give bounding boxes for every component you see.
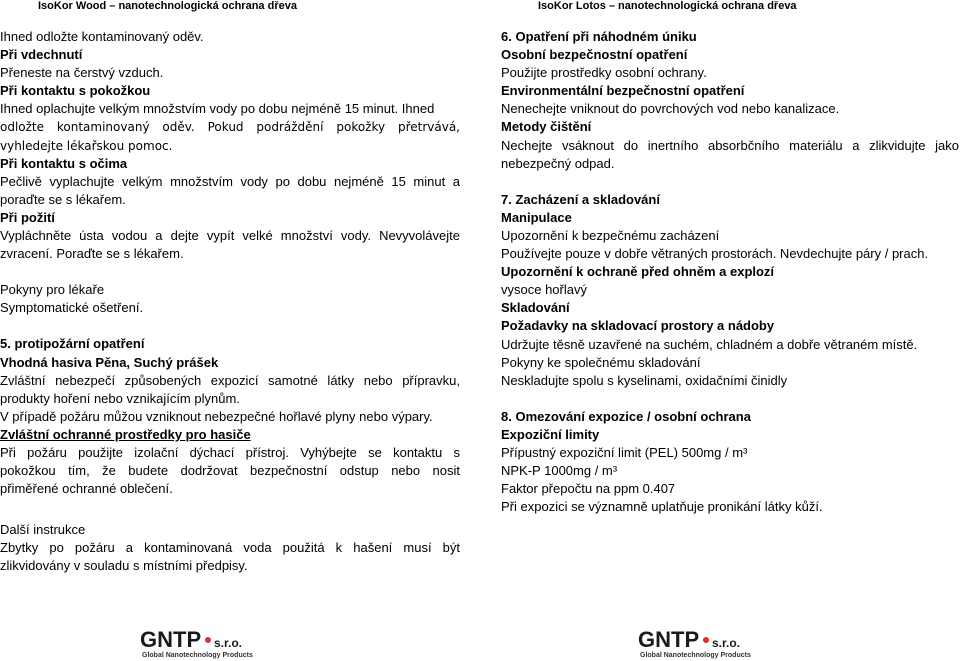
heading-environmental-precautions: Environmentální bezpečnostní opatření <box>501 83 745 99</box>
text-line: Při požáru použijte izolační dýchací přístroj. Vyhýbejte se kontaktu s <box>0 444 460 460</box>
header-left: IsoKor Wood – nanotechnologická ochrana dřeva <box>38 0 297 12</box>
heading-exposure-limits: Expoziční limity <box>501 426 600 442</box>
text-line: Faktor přepočtu na ppm 0.407 <box>501 481 676 497</box>
heading-physician-notes: Pokyny pro lékaře <box>0 282 105 298</box>
heading-eye-contact: Při kontaktu s očima <box>0 155 128 171</box>
logo-tagline: Global Nanotechnology Products <box>142 652 253 659</box>
text-line: Zvláštní nebezpečí způsobených expozicí samotné látky nebo přípravku, <box>0 372 460 388</box>
text-line: Vypláchněte ústa vodou a dejte vypít velké množství vody. Nevyvolávejte <box>0 228 460 244</box>
text-line: Symptomatické ošetření. <box>0 300 144 316</box>
left-column <box>0 28 460 576</box>
logo-brand: GNTP <box>638 628 700 652</box>
logo-suffix: s.r.o. <box>712 636 741 650</box>
heading-inhalation: Při vdechnutí <box>0 47 83 63</box>
heading-firefighter-equipment: Zvláštní ochranné prostředky pro hasiče <box>0 426 251 442</box>
text-line: poraďte se s lékařem. <box>0 191 126 207</box>
text-line: Zbytky po požáru a kontaminovaná voda použitá k hašení musí být <box>0 540 460 556</box>
text-line: pokožkou tím, že budete dodržovat bezpečnostní odstup nebo nosit <box>0 463 460 479</box>
text-line: Pokyny ke společnému skladování <box>501 354 701 370</box>
heading-cleanup-methods: Metody čištění <box>501 119 592 135</box>
gntp-logo-right <box>628 628 768 661</box>
section-5-title: 5. protipožární opatření <box>0 336 145 352</box>
heading-fire-explosion: Upozornění k ochraně před ohněm a explozí <box>501 264 775 280</box>
heading-storage-requirements: Požadavky na skladovací prostory a nádoby <box>501 318 775 334</box>
text-line: produkty hoření nebo vznikajícím plynům. <box>0 390 240 406</box>
text-line: Ihned oplachujte velkým množstvím vody po dobu nejméně 15 minut. Ihned <box>0 101 435 117</box>
section-8-title: 8. Omezování expozice / osobní ochrana <box>501 408 751 424</box>
logo-brand: GNTP <box>140 628 202 652</box>
text-line: Udržujte těsně uzavřené na suchém, chladném a dobře větraném místě. <box>501 336 918 352</box>
logo-dot-icon <box>205 637 211 643</box>
heading-further-instructions: Další instrukce <box>0 522 86 538</box>
logo-dot-icon <box>703 637 709 643</box>
header-right: IsoKor Lotos – nanotechnologická ochrana dřeva <box>538 0 797 12</box>
heading-personal-precautions: Osobní bezpečnostní opatření <box>501 47 688 63</box>
text-line: Upozornění k bezpečnému zacházení <box>501 227 720 243</box>
text-line: odložte kontaminovaný oděv. Pokud podráždění pokožky přetrvává, <box>0 120 460 135</box>
text-line: V případě požáru můžou vzniknout nebezpečné hořlavé plyny nebo výpary. <box>0 408 433 424</box>
text-line: přiměřené ochranné oblečení. <box>0 481 173 497</box>
heading-extinguishing-media: Vhodná hasiva Pěna, Suchý prášek <box>0 354 219 370</box>
section-7-title: 7. Zacházení a skladování <box>501 191 660 207</box>
text-line: Přípustný expoziční limit (PEL) 500mg / m³ <box>501 444 748 460</box>
heading-skin-contact: Při kontaktu s pokožkou <box>0 83 151 99</box>
text-line: zvracení. Poraďte se s lékařem. <box>0 246 184 262</box>
text-line: Nechejte vsáknout do inertního absorbčního materiálu a zlikvidujte jako <box>501 137 959 153</box>
text-line: Neskladujte spolu s kyselinami, oxidačními činidly <box>501 372 788 388</box>
text-line: zlikvidovány v souladu s místními předpisy. <box>0 558 248 574</box>
text-line: vyhledejte lékařskou pomoc. <box>0 138 173 153</box>
right-column <box>501 28 959 516</box>
gntp-logo-left <box>130 628 270 661</box>
text-line: nebezpečný odpad. <box>501 155 615 171</box>
text-line: vysoce hořlavý <box>501 282 587 298</box>
text-line: NPK-P 1000mg / m³ <box>501 463 618 479</box>
text-line: Pečlivě vyplachujte velkým množstvím vody po dobu nejméně 15 minut a <box>0 173 460 189</box>
text-line: Ihned odložte kontaminovaný oděv. <box>0 29 204 44</box>
text-line: Při expozici se významně uplatňuje pronikání látky kůží. <box>501 499 823 515</box>
text-line: Přeneste na čerstvý vzduch. <box>0 65 164 81</box>
heading-storage: Skladování <box>501 300 570 316</box>
text-line: Používejte pouze v dobře větraných prostorách. Nevdechujte páry / prach. <box>501 246 929 262</box>
section-6-title: 6. Opatření při náhodném úniku <box>501 29 697 44</box>
logo-tagline: Global Nanotechnology Products <box>640 652 751 659</box>
heading-handling: Manipulace <box>501 209 572 225</box>
text-line: Použijte prostředky osobní ochrany. <box>501 65 707 81</box>
text-line: Nenechejte vniknout do povrchových vod nebo kanalizace. <box>501 101 840 117</box>
heading-ingestion: Při požití <box>0 209 55 225</box>
logo-suffix: s.r.o. <box>214 636 243 650</box>
